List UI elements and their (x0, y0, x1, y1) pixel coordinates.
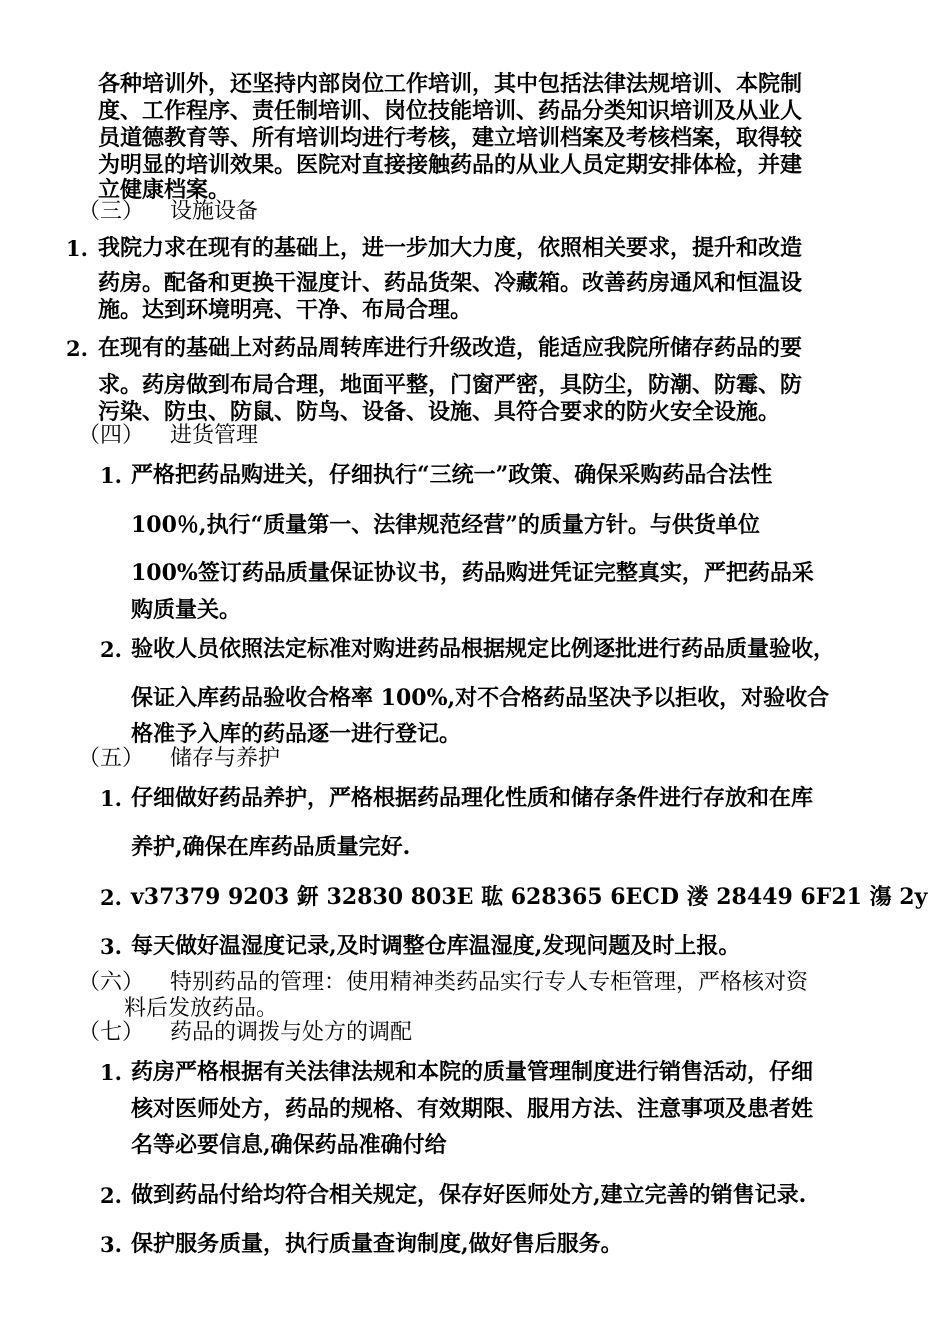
section-heading (78, 199, 259, 224)
item-number: 2. (100, 885, 122, 910)
item-line: 养护,确保在库药品质量完好. (131, 834, 411, 860)
item-number: 1. (100, 463, 122, 488)
item-number: 2. (100, 637, 122, 662)
item-line: 100%签订药品质量保证协议书，药品购进凭证完整真实，严把药品采 (131, 560, 814, 586)
section-title: 药品的调拨与处方的调配 (170, 1020, 413, 1045)
intro-line: 员道德教育等、所有培训均进行考核，建立培训档案及考核档案，取得较 (98, 125, 803, 151)
section-heading (78, 1020, 413, 1045)
section-number: （五） (78, 746, 145, 771)
item-line: 验收人员依照法定标准对购进药品根据规定比例逐批进行药品质量验收， (131, 636, 836, 662)
item-line: 求。药房做到布局合理，地面平整，门窗严密，具防尘，防潮、防霉、防 (98, 372, 803, 398)
item-number: 2. (100, 1183, 122, 1208)
item-line: 保护服务质量，执行质量查询制度,做好售后服务。 (131, 1231, 623, 1257)
section-text: 特别药品的管理：使用精神类药品实行专人专柜管理，严格核对资 (170, 970, 809, 995)
intro-line: 立健康档案。 (98, 177, 231, 203)
section-text-line: 料后发放药品。 (124, 996, 279, 1021)
item-line: 格准予入库的药品逐一进行登记。 (131, 721, 462, 747)
item-line: 药房。配备和更换干湿度计、药品货架、冷藏箱。改善药房通风和恒温设 (98, 270, 803, 296)
section-heading (78, 970, 809, 995)
section-number: （七） (78, 1020, 145, 1045)
item-line: 100％,执行“质量第一、法律规范经营”的质量方针。与供货单位 (131, 512, 760, 538)
item-number: 1. (100, 786, 122, 811)
item-line: 仔细做好药品养护，严格根据药品理化性质和储存条件进行存放和在库 (131, 785, 814, 811)
item-number: 3. (100, 1232, 122, 1257)
item-line: 严格把药品购进关，仔细执行“三统一”政策、确保采购药品合法性 (131, 462, 773, 488)
item-line: 每天做好温湿度记录,及时调整仓库温湿度,发现问题及时上报。 (131, 933, 741, 959)
item-line: 名等必要信息,确保药品准确付给 (131, 1132, 447, 1158)
item-line: 药房严格根据有关法律法规和本院的质量管理制度进行销售活动，仔细 (131, 1059, 814, 1085)
item-number: 1. (66, 236, 88, 261)
section-number: （三） (78, 199, 145, 224)
item-number: 1. (100, 1060, 122, 1085)
section-heading (78, 423, 259, 448)
intro-line: 度、工作程序、责任制培训、岗位技能培训、药品分类知识培训及从业人 (98, 98, 803, 124)
section-title: 设施设备 (170, 199, 259, 224)
item-line: 做到药品付给均符合相关规定，保存好医师处方,建立完善的销售记录. (131, 1182, 807, 1208)
item-line: 在现有的基础上对药品周转库进行升级改造，能适应我院所储存药品的要 (98, 335, 803, 361)
item-number: 3. (100, 934, 122, 959)
item-number: 2. (66, 336, 88, 361)
section-title: 储存与养护 (170, 746, 281, 771)
item-line: 购质量关。 (131, 597, 242, 623)
item-line: v37379 9203 鈃 32830 803E 耾 628365 6ECD 溇 28449 6F21 漡 2y (131, 884, 928, 910)
section-number: （四） (78, 423, 145, 448)
intro-line: 为明显的培训效果。医院对直接接触药品的从业人员定期安排体检，并建 (98, 152, 803, 178)
item-line: 施。达到环境明亮、干净、布局合理。 (98, 297, 473, 323)
intro-line: 各种培训外，还坚持内部岗位工作培训，其中包括法律法规培训、本院制 (98, 71, 803, 97)
item-line: 污染、防虫、防鼠、防鸟、设备、设施、具符合要求的防火安全设施。 (98, 399, 781, 425)
item-line: 核对医师处方，药品的规格、有效期限、服用方法、注意事项及患者姓 (131, 1096, 814, 1122)
section-title: 进货管理 (170, 423, 259, 448)
section-heading (78, 746, 281, 771)
item-line: 我院力求在现有的基础上，进一步加大力度，依照相关要求，提升和改造 (98, 235, 803, 261)
section-number: （六） (78, 970, 145, 995)
item-line: 保证入库药品验收合格率 100%,对不合格药品坚决予以拒收，对验收合 (131, 685, 830, 711)
